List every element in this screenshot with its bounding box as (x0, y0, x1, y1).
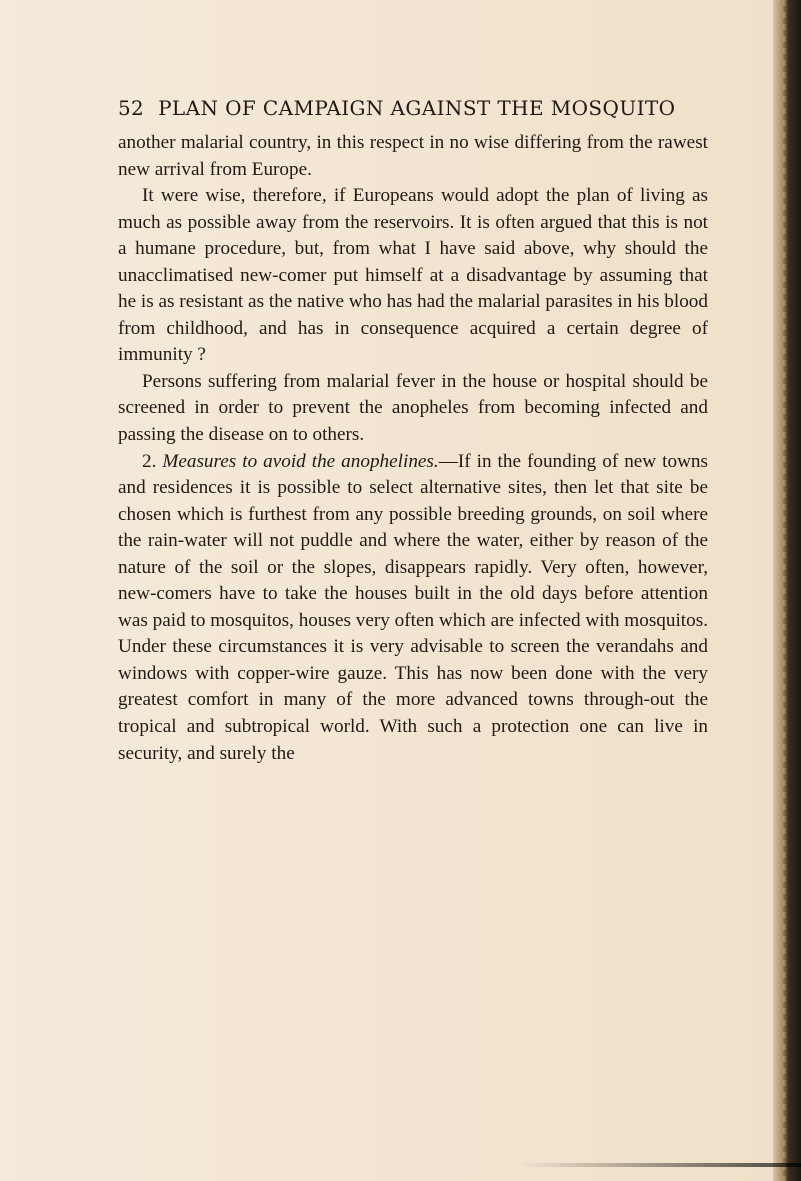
page-bottom-shadow (520, 1163, 801, 1167)
running-header (118, 96, 708, 120)
body-text (118, 130, 708, 767)
section-paragraph (118, 449, 708, 768)
paragraph: Persons suffering from malarial fever in the house or hospital should be screened in order to prevent the anopheles from becoming infected and passing the disease on to others. (118, 370, 708, 446)
page-binding-edge (773, 0, 801, 1181)
paragraph: It were wise, therefore, if Europeans would adopt the plan of living as much as possible away from the reservoirs. It is often argued that this is not a humane procedure, but, from what I have said above, why should the unacclimatised new-comer put himself at a disadvantage by assuming that he is as resistant as the native who has had the malarial parasites in his blood from childhood, and has in consequence acquired a certain degree of immunity ? (118, 185, 708, 366)
section-heading: Measures to avoid the anophelines. (162, 450, 439, 472)
section-number: 2. (142, 450, 157, 472)
running-title: PLAN OF CAMPAIGN AGAINST THE MOSQUITO (158, 96, 676, 120)
page-number: 52 (118, 96, 145, 120)
paragraph-continuation: another malarial country, in this respect in no wise differing from the rawest new arrival from Europe. (118, 132, 708, 180)
section-text: —If in the founding of new towns and residences it is possible to select alternative sites, then let that site be chosen which is furthest from any possible breeding grounds, on soil where the rain-water will not puddle and where the water, either by reason of the nature of the soil or the slopes, disappears rapidly. Very often, however, new-comers have to take the houses built in the old days before attention was paid to mosquitos, houses very often which are infected with mosquitos. Under these circumstances it is very advisable to screen the verandahs and windows with copper-wire gauze. This has now been done with the very greatest comfort in many of the more advanced towns through-out the tropical and subtropical world. With such a protection one can live in security, and surely the (118, 450, 708, 764)
